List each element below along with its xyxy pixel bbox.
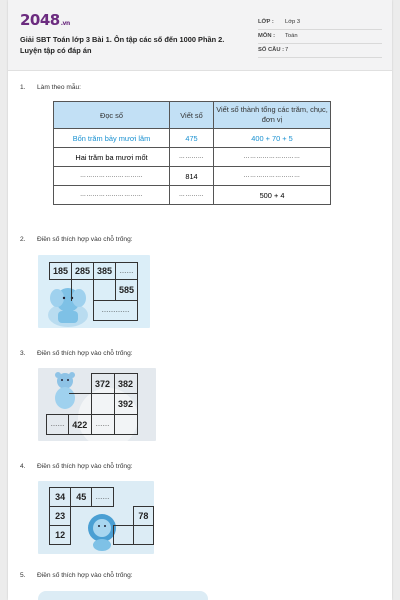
grid-cell: 372: [91, 374, 114, 394]
grid-empty: [94, 280, 116, 301]
answer-blank[interactable]: …………………………: [54, 167, 170, 186]
answer-blank[interactable]: …………: [94, 301, 138, 321]
grid-empty: [113, 526, 133, 545]
answer-blank[interactable]: …………………………: [54, 186, 170, 205]
meta-value: Lớp 3: [285, 19, 301, 25]
question-text: Làm theo mẫu:: [37, 84, 81, 91]
grid-cell: 45: [71, 488, 92, 507]
grid-cell: 23: [50, 507, 71, 526]
grid-empty: [114, 415, 137, 435]
grid-empty: [50, 301, 72, 321]
question-5: [20, 572, 133, 579]
table-cell: Hai trăm ba mươi mốt: [54, 148, 170, 167]
grid-empty: [72, 280, 94, 301]
table-cell: 400 + 70 + 5: [214, 129, 331, 148]
question-number: 2.: [20, 236, 26, 243]
grid-empty: [113, 507, 133, 526]
question-number: 1.: [20, 84, 26, 91]
table-row: [54, 186, 331, 205]
meta-subject: [258, 30, 382, 44]
question-text: Điền số thích hợp vào chỗ trống:: [37, 572, 133, 579]
grid-empty: [92, 526, 113, 545]
meta-value: 7: [285, 47, 289, 53]
grid-empty: [69, 394, 92, 415]
grid-empty: [47, 374, 69, 394]
number-grid: [49, 262, 138, 321]
table-header: Đọc số: [54, 102, 170, 129]
site-logo[interactable]: [20, 11, 70, 29]
table-header: Viết số thành tổng các trăm, chục, đơn vị: [214, 102, 331, 129]
table-header: Viết số: [170, 102, 214, 129]
table-cell: 814: [170, 167, 214, 186]
answer-blank[interactable]: ……: [116, 263, 138, 280]
grid-cell: 78: [133, 507, 153, 526]
answer-table: [53, 101, 331, 205]
answer-blank[interactable]: ……: [92, 488, 113, 507]
grid-empty: [71, 507, 92, 526]
grid-cell: 285: [72, 263, 94, 280]
grid-empty: [50, 280, 72, 301]
grid-cell: 34: [50, 488, 71, 507]
question-number: 3.: [20, 350, 26, 357]
answer-blank[interactable]: …………: [170, 186, 214, 205]
grid-cell: 185: [50, 263, 72, 280]
question-number: 5.: [20, 572, 26, 579]
exercise-image-elephant: [38, 255, 150, 328]
answer-blank[interactable]: …………: [170, 148, 214, 167]
exercise-image-partial: [38, 591, 208, 600]
grid-empty: [71, 526, 92, 545]
grid-empty: [72, 301, 94, 321]
question-number: 4.: [20, 463, 26, 470]
meta-count: [258, 44, 382, 58]
question-4: [20, 463, 133, 470]
grid-empty: [133, 488, 153, 507]
table-row: [54, 129, 331, 148]
question-text: Điền số thích hợp vào chỗ trống:: [37, 463, 133, 470]
grid-cell: 12: [50, 526, 71, 545]
answer-blank[interactable]: ……: [91, 415, 114, 435]
meta-label: MÔN :: [258, 33, 276, 39]
table-row: [54, 167, 331, 186]
table-row: [54, 148, 331, 167]
grid-empty: [113, 488, 133, 507]
grid-empty: [47, 394, 69, 415]
logo-suffix: .vn: [60, 20, 70, 27]
question-text: Điền số thích hợp vào chỗ trống:: [37, 350, 133, 357]
question-2: [20, 236, 133, 243]
answer-blank[interactable]: ………………………: [214, 167, 331, 186]
answer-blank[interactable]: ……: [47, 415, 69, 435]
meta-class: [258, 16, 382, 30]
grid-empty: [92, 507, 113, 526]
logo-text: 2048: [20, 11, 60, 29]
page-title: Giải SBT Toán lớp 3 Bài 1. Ôn tập các số đến 1000 Phần 2. Luyện tập có đáp án: [20, 35, 225, 55]
exercise-image-lion: [38, 481, 154, 554]
grid-empty: [133, 526, 153, 545]
question-text: Điền số thích hợp vào chỗ trống:: [37, 236, 133, 243]
number-grid: [46, 373, 138, 435]
grid-empty: [91, 394, 114, 415]
grid-cell: 392: [114, 394, 137, 415]
number-grid: [49, 487, 154, 545]
grid-cell: 385: [94, 263, 116, 280]
meta-value: Toán: [285, 33, 298, 39]
document-page: [8, 0, 392, 600]
answer-blank[interactable]: ………………………: [214, 148, 331, 167]
grid-cell: 422: [69, 415, 92, 435]
meta-label: SỐ CÂU :: [258, 47, 285, 53]
meta-label: LỚP :: [258, 19, 274, 25]
question-1: [20, 84, 81, 91]
grid-cell: 585: [116, 280, 138, 301]
table-cell: 475: [170, 129, 214, 148]
table-header-row: [54, 102, 331, 129]
grid-empty: [69, 374, 92, 394]
grid-cell: 382: [114, 374, 137, 394]
question-3: [20, 350, 133, 357]
table-cell: 500 + 4: [214, 186, 331, 205]
page-header: [8, 0, 392, 71]
exercise-image-tiger: [38, 368, 156, 441]
table-cell: Bốn trăm bảy mươi lăm: [54, 129, 170, 148]
